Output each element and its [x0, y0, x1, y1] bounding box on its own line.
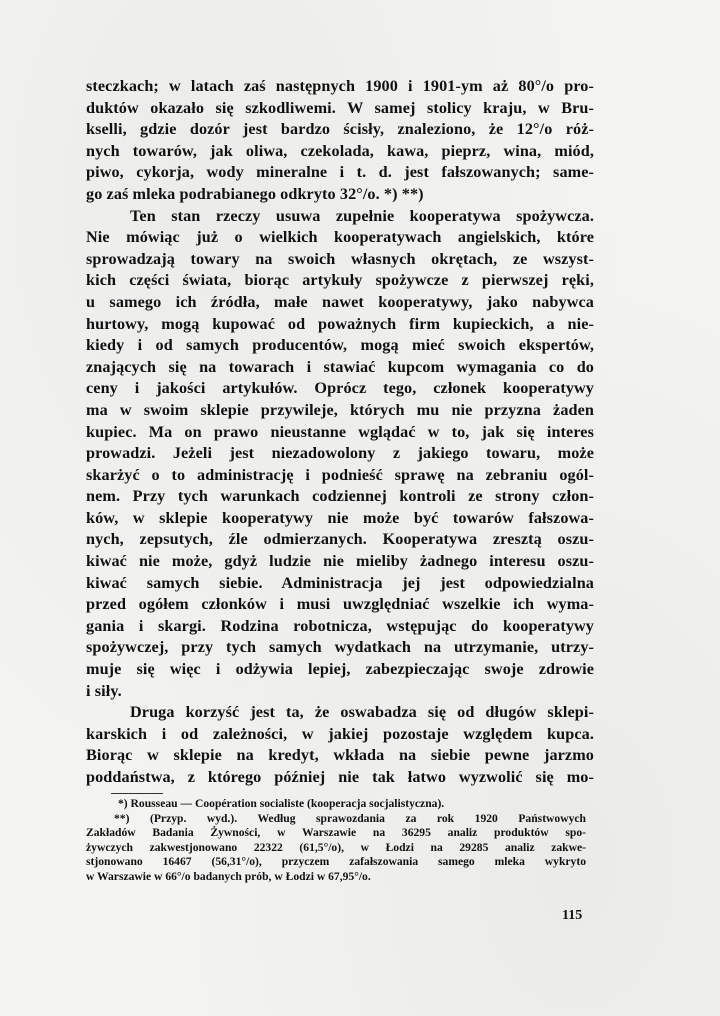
text-line: kselli, gdzie dozór jest bardzo ścisły, znaleziono, że 12°/o róż-	[86, 120, 594, 139]
body-text	[86, 76, 594, 789]
text-line: Ten stan rzeczy usuwa zupełnie kooperatywa spożywcza.	[130, 206, 594, 225]
text-line: nych towarów, jak oliwa, czekolada, kawa, pieprz, wina, miód,	[86, 141, 594, 160]
footnote-line: Zakładów Badania Żywności, w Warszawie na 36295 analiz produktów spo-	[86, 826, 586, 840]
text-line: spożywczej, przy tych samych wydatkach na utrzymanie, utrzy-	[86, 638, 594, 657]
text-line: muje się więc i odżywia lepiej, zabezpieczając swoje zdrowie	[86, 660, 594, 679]
footnote-line: żywczych zakwestjonowano 22322 (61,5°/o), w Łodzi na 29285 analiz zakwe-	[86, 840, 586, 854]
text-line: gania i skargi. Rodzina robotnicza, wstępując do kooperatywy	[86, 616, 594, 635]
footnote-line: w Warszawie w 66°/o badanych prób, w Łodzi w 67,95°/o.	[86, 869, 371, 883]
footnote-divider	[111, 793, 163, 794]
paragraph-2	[86, 206, 594, 703]
footnotes	[86, 797, 586, 885]
footnote-1	[86, 797, 586, 812]
footnote-2	[86, 812, 586, 885]
paragraph-3	[86, 702, 594, 788]
text-line: kupiec. Ma on prawo nieustanne wglądać w to, jak się interes	[86, 422, 594, 441]
text-line: ma w swoim sklepie przywileje, których mu nie przyzna żaden	[86, 400, 594, 419]
text-line: ceny i jakości artykułów. Oprócz tego, członek kooperatywy	[86, 379, 594, 398]
text-line: piwo, cykorja, wody mineralne i t. d. jest fałszowanych; same-	[86, 163, 594, 182]
text-line: skarżyć o to administrację i podnieść sprawę na zebraniu ogól-	[86, 465, 594, 484]
text-line: kich części świata, biorąc artykuły spożywcze z pierwszej ręki,	[86, 271, 594, 290]
text-line: Biorąc w sklepie na kredyt, wkłada na siebie pewne jarzmo	[86, 746, 594, 765]
text-line: kiwać samych siebie. Administracja jej jest odpowiedzialna	[86, 573, 594, 592]
page-number: 115	[562, 908, 583, 923]
text-line: ków, w sklepie kooperatywy nie może być towarów fałszowa-	[86, 508, 594, 527]
footnote-line: **) (Przyp. wyd.). Według sprawozdania za rok 1920 Państwowych	[114, 811, 586, 825]
text-line: karskich i od zależności, w jakiej pozostaje względem kupca.	[86, 724, 594, 743]
text-line: znających się na towarach i stawiać kupcom wymagania co do	[86, 357, 594, 376]
text-line: Druga korzyść jest ta, że oswabadza się od długów sklepi-	[130, 703, 594, 722]
text-line: poddaństwa, z którego później nie tak łatwo wyzwolić się mo-	[86, 768, 594, 786]
text-line: i siły.	[86, 681, 122, 700]
paragraph-1	[86, 76, 594, 206]
text-line: duktów okazało się szkodliwemi. W samej stolicy kraju, w Bru-	[86, 98, 594, 117]
footnote-line: *) Rousseau — Coopération socialiste (kooperacja socjalistyczna).	[118, 797, 445, 810]
text-line: nem. Przy tych warunkach codziennej kontroli ze strony człon-	[86, 487, 594, 506]
footnote-line: stjonowano 16467 (56,31°/o), przyczem zafałszowania samego mleka wykryto	[86, 855, 586, 869]
text-line: u samego ich źródła, małe nawet kooperatywy, jako nabywca	[86, 292, 594, 311]
text-line: go zaś mleka podrabianego odkryto 32°/o. *) **)	[86, 184, 424, 203]
text-line: Nie mówiąc już o wielkich kooperatywach angielskich, które	[86, 228, 594, 247]
text-line: nych, zepsutych, źle odmierzanych. Kooperatywa zresztą oszu-	[86, 530, 594, 549]
text-line: prowadzi. Jeżeli jest niezadowolony z jakiego towaru, może	[86, 444, 594, 463]
text-line: sprowadzają towary na swoich własnych okrętach, ze wszyst-	[86, 249, 594, 268]
text-line: przed ogółem członków i musi uwzględniać wszelkie ich wyma-	[86, 595, 594, 614]
text-line: kiwać nie może, gdyż ludzie nie mieliby żadnego interesu oszu-	[86, 552, 594, 571]
text-line: hurtowy, mogą kupować od poważnych firm kupieckich, a nie-	[86, 314, 594, 333]
text-line: kiedy i od samych producentów, mogą mieć swoich ekspertów,	[86, 336, 594, 355]
text-line: steczkach; w latach zaś następnych 1900 i 1901-ym aż 80°/o pro-	[86, 77, 594, 95]
